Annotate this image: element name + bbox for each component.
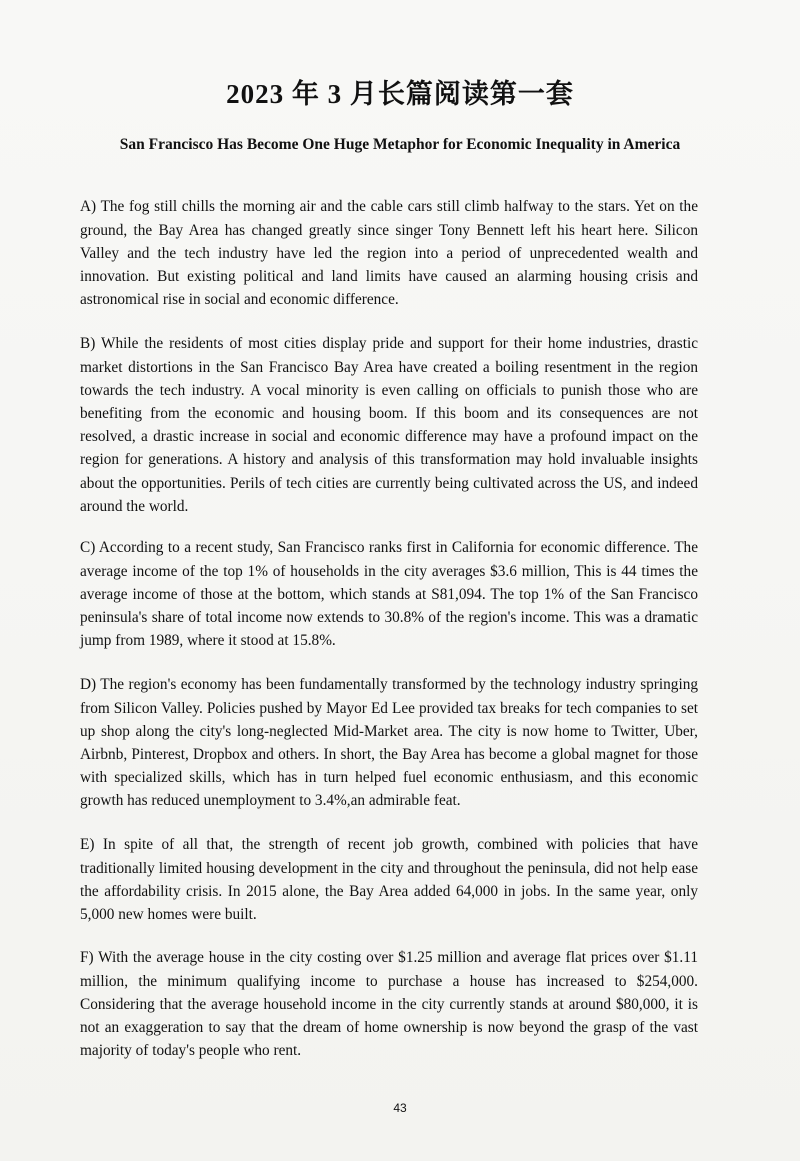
paragraph-e: E) In spite of all that, the strength of recent job growth, combined with policies that have traditionally limited housing development in the city and throughout the peninsula, did not help ease the affordability crisis. In 2015 alone, the Bay Area added 64,000 in jobs. In the same year, only 5,000 new homes were built. xyxy=(80,836,698,923)
paragraph-c: C) According to a recent study, San Francisco ranks first in California for economic difference. The average income of the top 1% of households in the city averages $3.6 million, This is 44 times the average income of those at the bottom, which stands at S81,094. The top 1% of the San Francisco peninsula's share of total income now extends to 30.8% of the region's income. This was a dramatic jump from 1989, where it stood at 15.8%. xyxy=(80,539,698,650)
paragraph-d: D) The region's economy has been fundamentally transformed by the technology industry springing from Silicon Valley. Policies pushed by Mayor Ed Lee provided tax breaks for tech companies to set up shop along the city's long-neglected Mid-Market area. The city is now home to Twitter, Uber, Airbnb, Pinterest, Dropbox and others. In short, the Bay Area has become a global magnet for those with specialized skills, which has in turn helped fuel economic enthusiasm, and this economic growth has reduced unemployment to 3.4%,an admirable feat. xyxy=(80,676,698,810)
paragraph-f: F) With the average house in the city costing over $1.25 million and average flat prices over $1.11 million, the minimum qualifying income to purchase a house has increased to $254,000. Considering that the average household income in the city currently stands at around $80,000, it is not an exaggeration to say that the dream of home ownership is now beyond the grasp of the vast majority of today's people who rent. xyxy=(80,949,698,1060)
page-title: 2023 年 3 月长篇阅读第一套 xyxy=(226,79,574,109)
article-title: San Francisco Has Become One Huge Metaphor for Economic Inequality in America xyxy=(119,136,681,153)
paragraph-a: A) The fog still chills the morning air and the cable cars still climb halfway to the stars. Yet on the ground, the Bay Area has changed greatly since singer Tony Bennett left his heart here. Silicon Valley and the tech industry have led the region into a period of unprecedented wealth and innovation. But existing political and land limits have caused an alarming housing crisis and astronomical rise in social and economic difference. xyxy=(80,198,698,309)
page-number: 43 xyxy=(393,1101,407,1115)
paragraph-b: B) While the residents of most cities display pride and support for their home industries, drastic market distortions in the San Francisco Bay Area have created a boiling resentment in the region towards the tech industry. A vocal minority is even calling on officials to punish those who are benefiting from the economic and housing boom. If this boom and its consequences are not resolved, a drastic increase in social and economic difference may have a profound impact on the region for generations. A history and analysis of this transformation may hold invaluable insights about the opportunities. Perils of tech cities are currently being cultivated across the US, and indeed around the world. xyxy=(80,335,698,515)
